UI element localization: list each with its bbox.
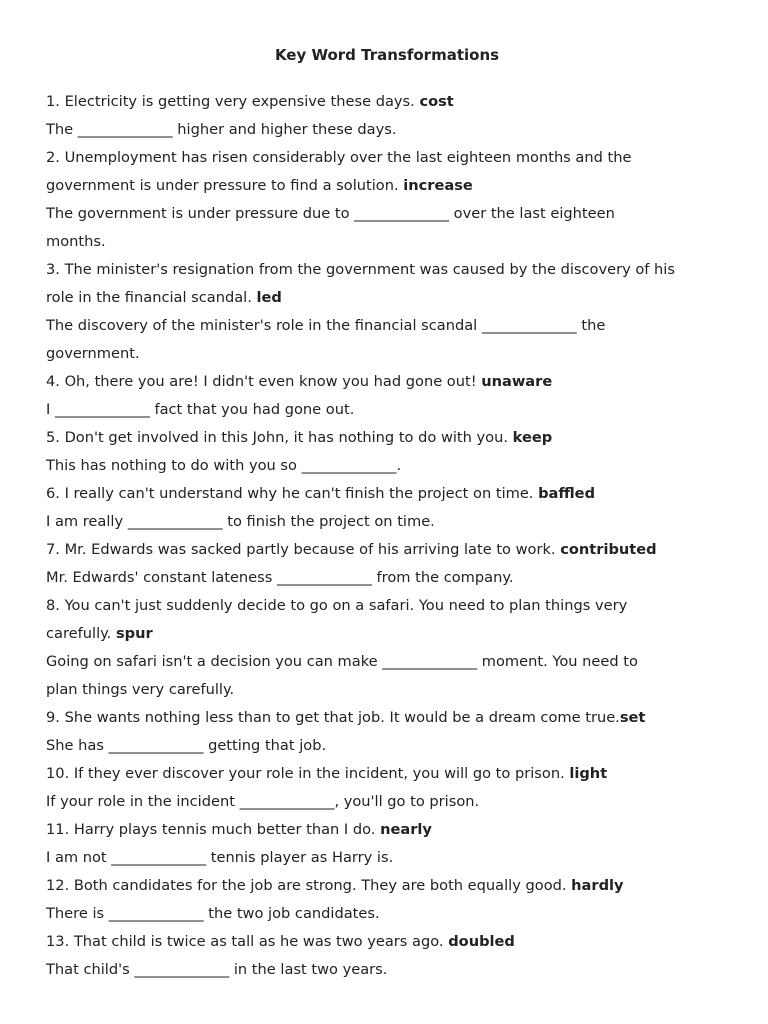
text-line <box>46 88 728 116</box>
text-line <box>46 788 728 816</box>
text-line <box>46 648 728 676</box>
text-line <box>46 816 728 844</box>
text-line <box>46 928 728 956</box>
key-word: led <box>256 289 282 306</box>
text-line <box>46 368 728 396</box>
key-word: contributed <box>560 541 657 558</box>
text-line <box>46 396 728 424</box>
key-word: unaware <box>481 373 553 390</box>
text-line <box>46 144 728 172</box>
line-text: 10. If they ever discover your role in the incident, you will go to prison. <box>46 765 570 782</box>
line-text: government. <box>46 345 140 362</box>
text-line <box>46 620 728 648</box>
text-line <box>46 872 728 900</box>
line-text: 6. I really can't understand why he can't finish the project on time. <box>46 485 539 502</box>
text-line <box>46 760 728 788</box>
line-text: 2. Unemployment has risen considerably over the last eighteen months and the <box>46 149 632 166</box>
text-line <box>46 228 728 256</box>
line-text: There is _____________ the two job candidates. <box>46 905 380 922</box>
line-text: I am really _____________ to finish the project on time. <box>46 513 435 530</box>
line-text: months. <box>46 233 106 250</box>
line-text: 13. That child is twice as tall as he was two years ago. <box>46 933 449 950</box>
key-word: doubled <box>448 933 515 950</box>
line-text: 8. You can't just suddenly decide to go on a safari. You need to plan things very <box>46 597 628 614</box>
key-word: nearly <box>380 821 432 838</box>
line-text: carefully. <box>46 625 116 642</box>
key-word: set <box>619 709 646 726</box>
line-text: 11. Harry plays tennis much better than I do. <box>46 821 381 838</box>
line-text: Mr. Edwards' constant lateness _____________ from the company. <box>46 569 514 586</box>
key-word: spur <box>115 625 153 642</box>
text-line <box>46 676 728 704</box>
line-text: government is under pressure to find a solution. <box>46 177 404 194</box>
line-text: The _____________ higher and higher these days. <box>46 121 397 138</box>
line-text: The government is under pressure due to _____________ over the last eighteen <box>46 205 615 222</box>
text-line <box>46 452 728 480</box>
text-line <box>46 900 728 928</box>
text-line <box>46 480 728 508</box>
text-line <box>46 508 728 536</box>
text-line <box>46 424 728 452</box>
text-line <box>46 116 728 144</box>
line-text: 3. The minister's resignation from the government was caused by the discovery of his <box>46 261 675 278</box>
line-text: 12. Both candidates for the job are strong. They are both equally good. <box>46 877 572 894</box>
text-line <box>46 844 728 872</box>
exercise-list <box>46 88 728 984</box>
key-word: baffled <box>538 485 596 502</box>
line-text: 1. Electricity is getting very expensive these days. <box>46 93 420 110</box>
text-line <box>46 536 728 564</box>
text-line <box>46 200 728 228</box>
text-line <box>46 340 728 368</box>
line-text: plan things very carefully. <box>46 681 235 698</box>
text-line <box>46 564 728 592</box>
line-text: If your role in the incident _____________, you'll go to prison. <box>46 793 480 810</box>
page-title: Key Word Transformations <box>274 46 500 64</box>
text-line <box>46 732 728 760</box>
line-text: 7. Mr. Edwards was sacked partly because of his arriving late to work. <box>46 541 561 558</box>
text-line <box>46 704 728 732</box>
line-text: role in the financial scandal. <box>46 289 257 306</box>
key-word: cost <box>419 93 454 110</box>
key-word: keep <box>512 429 553 446</box>
text-line <box>46 256 728 284</box>
text-line <box>46 284 728 312</box>
line-text: I am not _____________ tennis player as Harry is. <box>46 849 394 866</box>
text-line <box>46 956 728 984</box>
line-text: 4. Oh, there you are! I didn't even know you had gone out! <box>46 373 482 390</box>
line-text: Going on safari isn't a decision you can make _____________ moment. You need to <box>46 653 638 670</box>
line-text: 5. Don't get involved in this John, it has nothing to do with you. <box>46 429 513 446</box>
line-text: I _____________ fact that you had gone out. <box>46 401 355 418</box>
line-text: 9. She wants nothing less than to get that job. It would be a dream come true. <box>46 709 620 726</box>
line-text: This has nothing to do with you so _____________. <box>46 457 402 474</box>
line-text: That child's _____________ in the last two years. <box>46 961 388 978</box>
key-word: hardly <box>571 877 624 894</box>
text-line <box>46 312 728 340</box>
text-line <box>46 592 728 620</box>
line-text: She has _____________ getting that job. <box>46 737 327 754</box>
text-line <box>46 172 728 200</box>
key-word: light <box>569 765 608 782</box>
line-text: The discovery of the minister's role in the financial scandal _____________ the <box>46 317 606 334</box>
key-word: increase <box>403 177 473 194</box>
